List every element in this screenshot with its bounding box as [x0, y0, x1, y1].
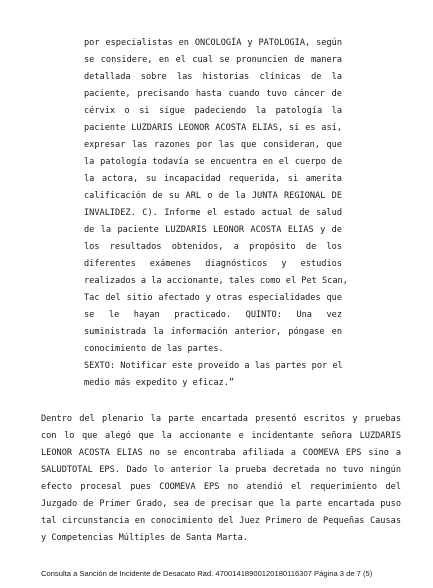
quote-line: la actora, su incapacidad requerida, si amerita [84, 174, 342, 184]
quote-line: conocimiento de las partes. [84, 344, 224, 354]
page-footer: Consulta a Sanción de Incidente de Desacato Rad. 47001418900120180116307 Página 3 de 7 (5) [41, 569, 373, 578]
body-line: LEONOR ACOSTA ELIAS no se encontraba afiliada a COOMEVA EPS sino a [41, 448, 401, 458]
body-line: Dentro del plenario la parte encartada presentó escritos y pruebas [41, 414, 401, 424]
body-line: y Competencias Múltiples de Santa Marta. [41, 533, 248, 543]
quote-line: los resultados obtenidos, a propósito de los [84, 242, 342, 252]
body-line: con lo que alegó que la accionante e incidentante señora LUZDARIS [41, 431, 401, 441]
quote-line: suministrada la información anterior, póngase en [84, 327, 342, 337]
quote-line: cérvix o si sigue padeciendo la patología la [84, 106, 342, 116]
quote-line: realizados a la accionante, tales como el Pet Scan, [84, 276, 348, 286]
quote-line: Tac del sitio afectado y otras especialidades que [84, 293, 342, 303]
body-line: efecto procesal pues COOMEVA EPS no atendió el requerimiento del [41, 482, 401, 492]
quote-line: se considere, en el cual se pronuncien de manera [84, 55, 342, 65]
quote-line: se le hayan practicado. QUINTO: Una vez [84, 310, 342, 320]
quote-line: INVALIDEZ. C). Informe el estado actual de salud [84, 208, 342, 218]
quote-line: por especialistas en ONCOLOGÍA y PATOLOGIA, según [84, 38, 342, 48]
quote-line: diferentes exámenes diagnósticos y estudios [84, 259, 342, 269]
quote-line: detallada sobre las historias clínicas de la [84, 72, 342, 82]
body-line: SALUDTOTAL EPS. Dado lo anterior la prueba decretada no tuvo ningún [41, 465, 401, 475]
body-line: tal circunstancia en conocimiento del Juez Primero de Pequeñas Causas [41, 516, 401, 526]
quote-line: paciente, precisando hasta cuando tuvo cáncer de [84, 89, 342, 99]
quote-line: la patología todavía se encuentra en el cuerpo de [84, 157, 342, 167]
quote-line: medio más expedito y eficaz.” [84, 378, 235, 388]
quote-line: SEXTO: Notificar este proveído a las partes por el [84, 361, 343, 371]
quote-line: paciente LUZDARIS LEONOR ACOSTA ELIAS, si es así, [84, 123, 342, 133]
quote-line: de la paciente LUZDARIS LEONOR ACOSTA ELIAS y de [84, 225, 342, 235]
quote-line: calificación de su ARL o de la JUNTA REGIONAL DE [84, 191, 342, 201]
quote-line: expresar las razones por las que consideran, que [84, 140, 342, 150]
body-line: Juzgado de Primer Grado, sea de precisar que la parte encartada puso [41, 499, 401, 509]
